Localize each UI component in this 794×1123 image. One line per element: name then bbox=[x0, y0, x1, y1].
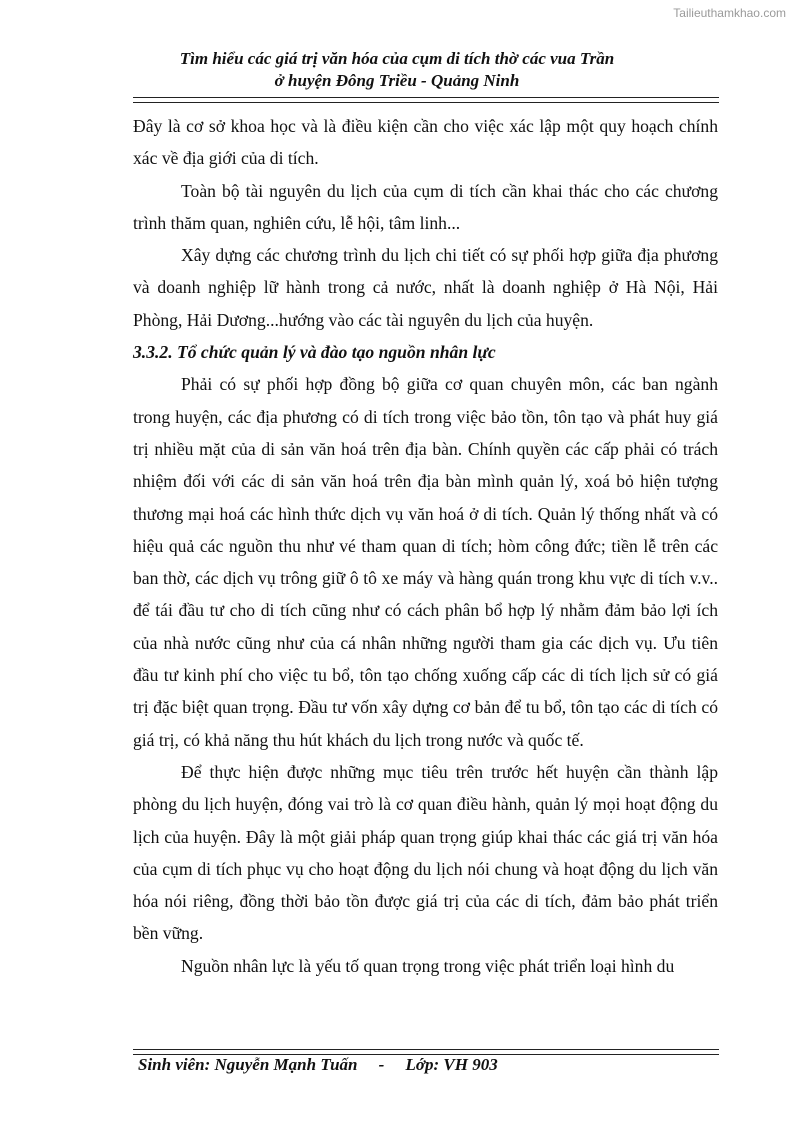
paragraph-4: Phải có sự phối hợp đồng bộ giữa cơ quan chuyên môn, các ban ngành trong huyện, các địa phương có di tích trong việc bảo tồn, tôn tạo và phát huy giá trị nhiều mặt của di sản văn hoá trên địa bàn. Chính quyền các cấp phải có trách nhiệm đối với các di sản văn hoá trên địa bàn mình quản lý, xoá bỏ hiện tượng thương mại hoá các hình thức dịch vụ văn hoá ở di tích. Quản lý thống nhất và có hiệu quả các nguồn thu như vé tham quan di tích; hòm công đức; tiền lễ trên các ban thờ, các dịch vụ trông giữ ô tô xe máy và hàng quán trong khu vực di tích v.v.. để tái đầu tư cho di tích cũng như có cách phân bổ hợp lý nhằm đảm bảo lợi ích của nhà nước cũng như của cá nhân những người tham gia các dịch vụ. Ưu tiên đầu tư kinh phí cho việc tu bổ, tôn tạo chống xuống cấp các di tích lịch sử có giá trị đặc biệt quan trọng. Đầu tư vốn xây dựng cơ bản để tu bổ, tôn tạo các di tích có giá trị, có khả năng thu hút khách du lịch trong nước và quốc tế. bbox=[133, 374, 718, 750]
header-title-line2: ở huyện Đông Triều - Quảng Ninh bbox=[274, 71, 520, 90]
document-body bbox=[133, 110, 718, 982]
footer-separator: - bbox=[378, 1055, 385, 1074]
footer-class: Lớp: VH 903 bbox=[405, 1055, 498, 1074]
header-divider bbox=[133, 97, 719, 103]
page-header bbox=[0, 48, 794, 92]
page-footer bbox=[138, 1055, 498, 1075]
paragraph-3: Xây dựng các chương trình du lịch chi tiết có sự phối hợp giữa địa phương và doanh nghiệp lữ hành trong cả nước, nhất là doanh nghiệp ở Hà Nội, Hải Phòng, Hải Dương...hướng vào các tài nguyên du lịch của huyện. bbox=[133, 245, 718, 330]
section-heading: 3.3.2. Tổ chức quản lý và đào tạo nguồn nhân lực bbox=[133, 342, 496, 363]
paragraph-5: Để thực hiện được những mục tiêu trên trước hết huyện cần thành lập phòng du lịch huyện, đóng vai trò là cơ quan điều hành, quản lý mọi hoạt động du lịch của huyện. Đây là một giải pháp quan trọng giúp khai thác các giá trị văn hóa của cụm di tích phục vụ cho hoạt động du lịch nói chung và hoạt động du lịch văn hóa nói riêng, đồng thời bảo tồn được giá trị của các di tích, đảm bảo phát triển bền vững. bbox=[133, 761, 718, 944]
watermark-text: Tailieuthamkhao.com bbox=[673, 6, 786, 20]
header-title-line1: Tìm hiểu các giá trị văn hóa của cụm di tích thờ các vua Trần bbox=[179, 49, 615, 68]
footer-student: Sinh viên: Nguyễn Mạnh Tuấn bbox=[138, 1055, 358, 1074]
paragraph-6: Nguồn nhân lực là yếu tố quan trọng trong việc phát triển loại hình du bbox=[181, 955, 675, 976]
paragraph-2: Toàn bộ tài nguyên du lịch của cụm di tích cần khai thác cho các chương trình thăm quan, nghiên cứu, lễ hội, tâm linh... bbox=[133, 180, 718, 233]
paragraph-1: Đây là cơ sở khoa học và là điều kiện cần cho việc xác lập một quy hoạch chính xác về địa giới của di tích. bbox=[133, 116, 718, 169]
